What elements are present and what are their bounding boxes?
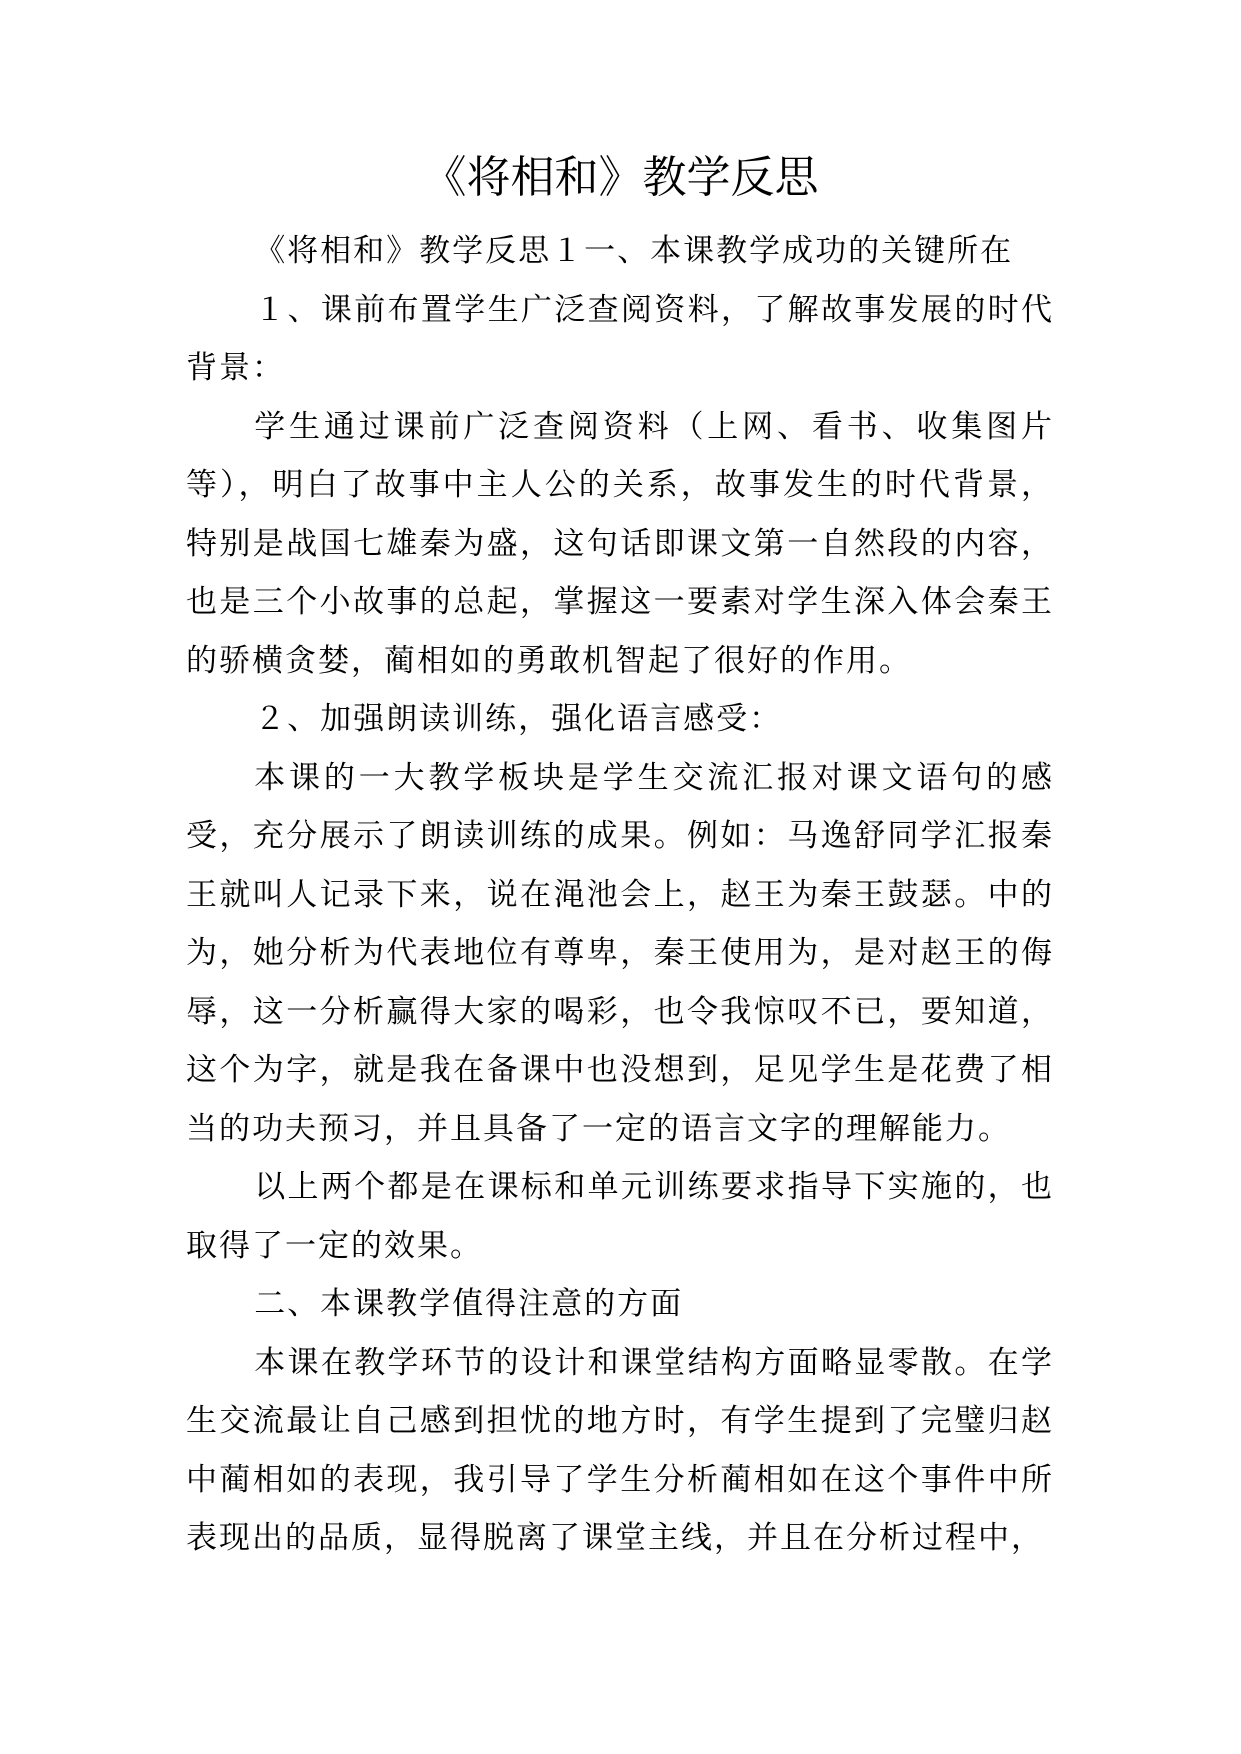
paragraph-4: ２、加强朗读训练，强化语言感受： [254, 701, 783, 737]
paragraph-7: 二、本课教学值得注意的方面 [254, 1286, 684, 1322]
paragraph-2: １、课前布置学生广泛查阅资料，了解故事发展的时代背景： [186, 291, 1054, 386]
paragraph-5: 本课的一大教学板块是学生交流汇报对课文语句的感受，充分展示了朗读训练的成果。例如：马逸舒同学汇报秦王就叫人记录下来，说在渑池会上，赵王为秦王鼓瑟。中的为，她分析为代表地位有尊卑，秦王使用为，是对赵王的侮辱，这一分析赢得大家的喝彩，也令我惊叹不已，要知道，这个为字，就是我在备课中也没想到，足见学生是花费了相当的功夫预习，并且具备了一定的语言文字的理解能力。 [186, 759, 1054, 1147]
paragraph-3: 学生通过课前广泛查阅资料（上网、看书、收集图片等），明白了故事中主人公的关系，故事发生的时代背景，特别是战国七雄秦为盛，这句话即课文第一自然段的内容，也是三个小故事的总起，掌握这一要素对学生深入体会秦王的骄横贪婪，蔺相如的勇敢机智起了很好的作用。 [186, 408, 1054, 679]
paragraph-1: 《将相和》教学反思１一、本课教学成功的关键所在 [254, 233, 1014, 269]
document-title: 《将相和》教学反思 [422, 152, 819, 203]
paragraph-6: 以上两个都是在课标和单元训练要求指导下实施的，也取得了一定的效果。 [186, 1169, 1054, 1264]
paragraph-8: 本课在教学环节的设计和课堂结构方面略显零散。在学生交流最让自己感到担忧的地方时，有学生提到了完璧归赵中蔺相如的表现，我引导了学生分析蔺相如在这个事件中所表现出的品质，显得脱离了课堂主线，并且在分析过程中， [186, 1344, 1054, 1556]
document-body [186, 222, 1054, 1568]
